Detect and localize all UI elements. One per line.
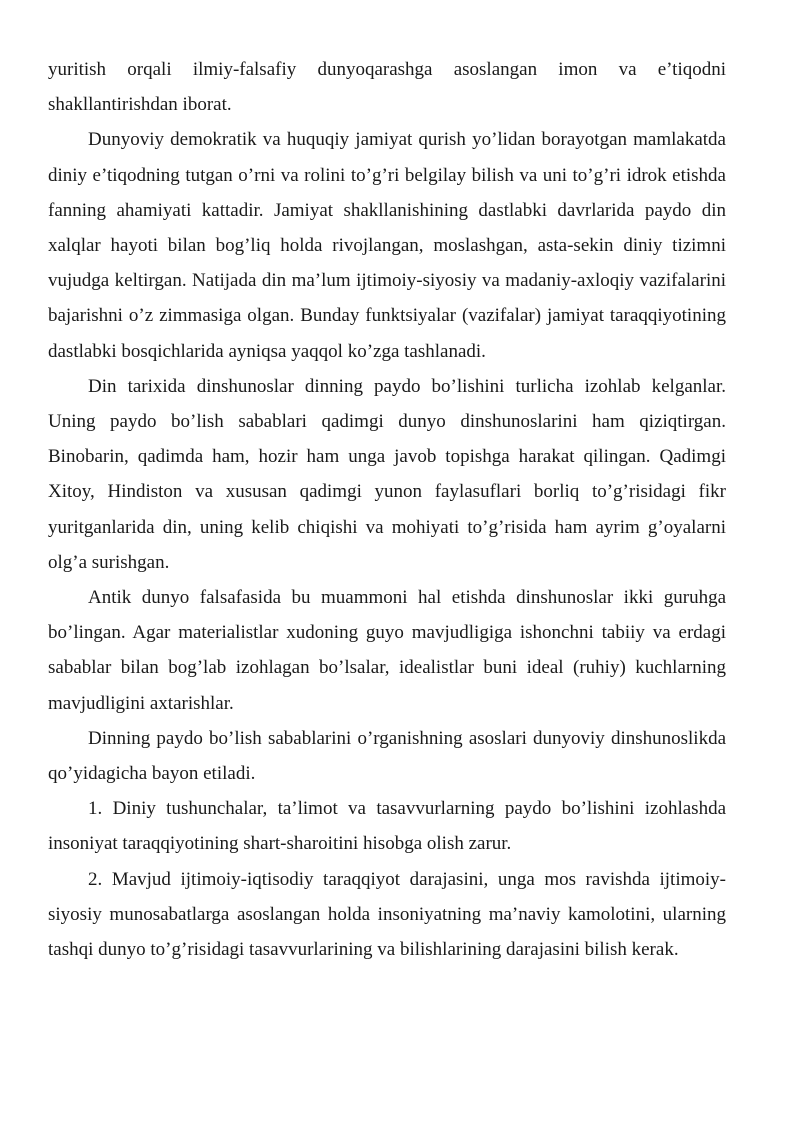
list-item: 1. Diniy tushunchalar, ta’limot va tasavvurlarning paydo bo’lishini izohlashda insoniyat taraqqiyotining shart-sharoitini hisobga olish zarur.	[48, 798, 726, 855]
paragraph: Din tarixida dinshunoslar dinning paydo bo’lishini turlicha izohlab kelganlar. Uning paydo bo’lish sabablari qadimgi dunyo dinshunoslarini ham qiziqtirgan. Binobarin, qadimda ham, hozir ham unga javob topishga harakat qilingan. Qadimgi Xitoy, Hindiston va xususan qadimgi yunon faylasuflari borliq to’g’risidagi fikr yuritganlarida din, uning kelib chiqishi va mohiyati to’g’risida ham ayrim g’oyalarni olg’a surishgan.	[48, 375, 726, 573]
paragraph-continuation: yuritish orqali ilmiy-falsafiy dunyoqarashga asoslangan imon va e’tiqodni shakllantirishdan iborat.	[48, 59, 726, 116]
document-page	[48, 52, 726, 967]
paragraph: Antik dunyo falsafasida bu muammoni hal etishda dinshunoslar ikki guruhga bo’lingan. Agar materialistlar xudoning guyo mavjudligiga ishonchni tabiiy va erdagi sabablar bilan bog’lab izohlagan bo’lsalar, idealistlar buni ideal (ruhiy) kuchlarning mavjudligini axtarishlar.	[48, 587, 726, 714]
paragraph: Dinning paydo bo’lish sabablarini o’rganishning asoslari dunyoviy dinshunoslikda qo’yidagicha bayon etiladi.	[48, 727, 726, 785]
list-item: 2. Mavjud ijtimoiy-iqtisodiy taraqqiyot darajasini, unga mos ravishda ijtimoiy-siyosiy munosabatlarga asoslangan holda insoniyatning ma’naviy kamolotini, ularning tashqi dunyo to’g’risidagi tasavvurlarining va bilishlarining darajasini bilish kerak.	[48, 868, 726, 961]
paragraph: Dunyoviy demokratik va huquqiy jamiyat qurish yo’lidan borayotgan mamlakatda diniy e’tiqodning tutgan o’rni va rolini to’g’ri belgilay bilish va uni to’g’ri idrok etishda fanning ahamiyati kattadir. Jamiyat shakllanishining dastlabki davrlarida paydo din xalqlar hayoti bilan bog’liq holda rivojlangan, moslashgan, asta-sekin diniy tizimni vujudga keltirgan. Natijada din ma’lum ijtimoiy-siyosiy va madaniy-axloqiy vazifalarini bajarishni o’z zimmasiga olgan. Bunday funktsiyalar (vazifalar) jamiyat taraqqiyotining dastlabki bosqichlarida ayniqsa yaqqol ko’zga tashlanadi.	[48, 129, 726, 362]
